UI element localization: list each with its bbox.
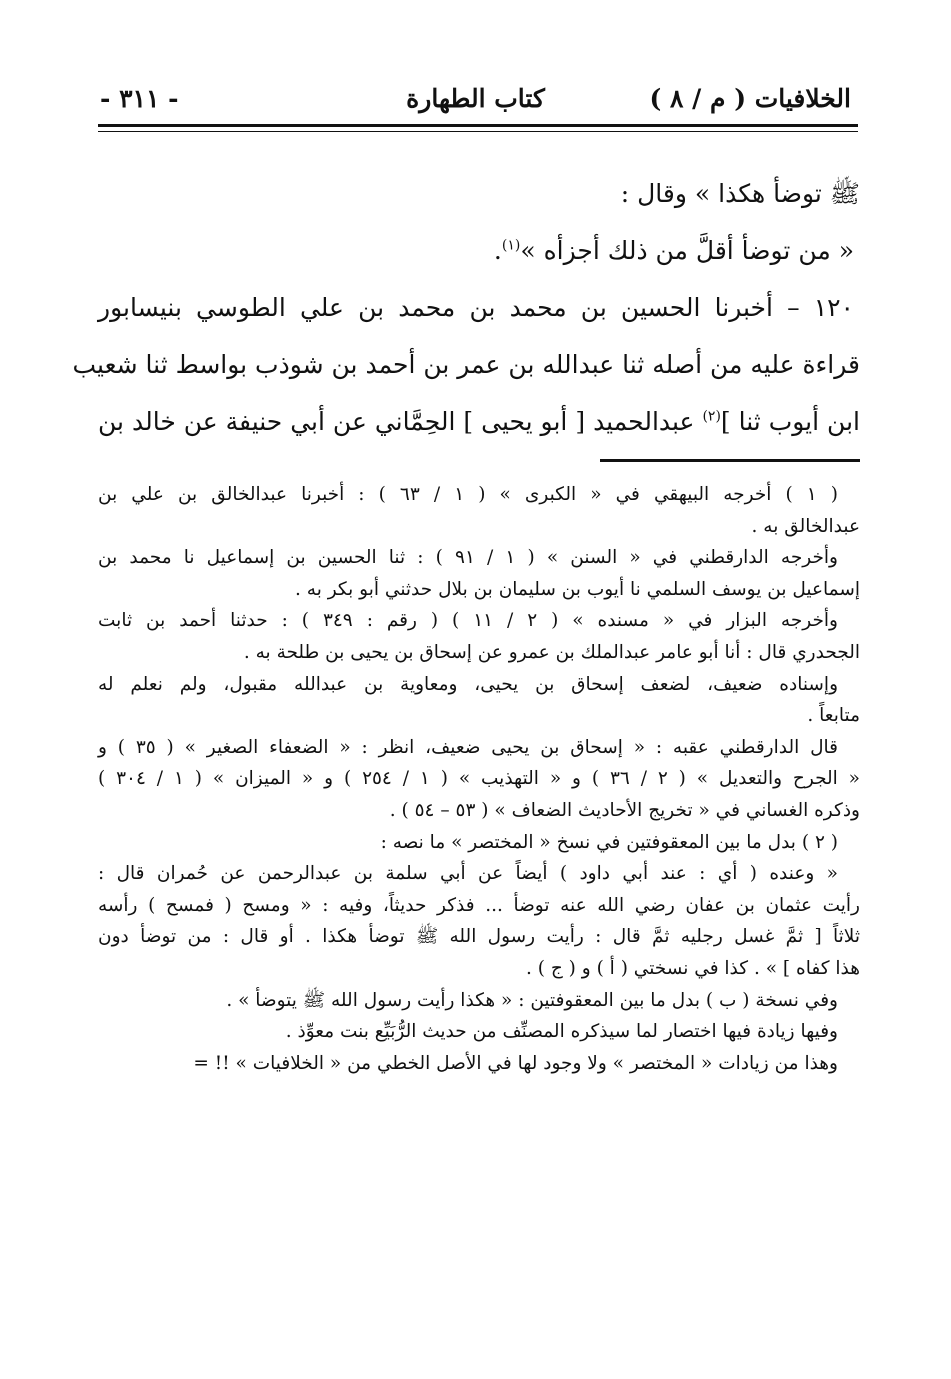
footnote-line: ( ٢ ) بدل ما بين المعقوفتين في نسخ « المختصر » ما نصه : xyxy=(380,831,838,853)
footnote-line: إسماعيل بن يوسف السلمي نا أيوب بن سليمان بن بلال حدثني أبو بكر به . xyxy=(295,578,860,600)
main-line-text: « من توضأ أقلَّ من ذلك أجزأه » xyxy=(520,236,854,265)
footnote-line: عبدالخالق به . xyxy=(751,515,860,537)
main-line: قراءة عليه من أصله ثنا عبدالله بن عمر بن أحمد بن شوذب بواسط ثنا شعيب xyxy=(72,350,860,379)
footnote-line: الجحدري قال : أنا أبو عامر عبدالملك بن عمرو عن إسحاق بن يحيى بن طلحة به . xyxy=(243,641,860,663)
footnote-ref: (١) xyxy=(501,237,521,254)
footnote-line: وإسناده ضعيف، لضعف إسحاق بن يحيى، ومعاوية بن عبدالله مقبول، ولم نعلم له xyxy=(98,673,838,695)
footnote-line: متابعاً . xyxy=(807,705,860,727)
footnote-line: رأيت عثمان بن عفان رضي الله عنه توضأ ... فذكر حديثاً، وفيه : « ومسح ( فمسح ) رأسه xyxy=(98,894,860,916)
header-book-title: الخلافيات ( م / ٨ ) xyxy=(649,84,851,113)
header-rule-thick xyxy=(98,124,858,127)
main-text xyxy=(72,165,860,450)
footnote-ref: (٢) xyxy=(702,408,721,425)
header-rule-thin xyxy=(98,131,858,132)
footnote-line: قال الدارقطني عقبه : « إسحاق بن يحيى ضعيف، انظر : « الضعفاء الصغير » ( ٣٥ ) و xyxy=(98,736,838,758)
footnote-line: ( ١ ) أخرجه البيهقي في « الكبرى » ( ١ / ٦٣ ) : أخبرنا عبدالخالق بن علي بن xyxy=(98,484,838,505)
footnote-line: وأخرجه البزار في « مسنده » ( ٢ / ١١ ) ( رقم : ٣٤٩ ) : حدثنا أحمد بن ثابت xyxy=(98,610,838,632)
main-line: ﷺ توضأ هكذا » وقال : xyxy=(620,179,860,208)
main-line: « من توضأ أقلَّ من ذلك أجزأه »$^{(١)}$. xyxy=(493,236,854,265)
main-line-text: عبدالحميد [ أبو يحيى ] الحِمَّاني عن أبي حنيفة عن خالد بن xyxy=(98,407,703,436)
footnote-line: « الجرح والتعديل » ( ٢ / ٣٦ ) و « التهذيب » ( ١ / ٢٥٤ ) و « الميزان » ( ١ / ٣٠٤ ) xyxy=(98,768,860,790)
main-line: ١٢٠ – أخبرنا الحسين بن محمد بن محمد بن علي الطوسي بنيسابور xyxy=(98,293,854,322)
footnote-line: « وعنده ( أي : عند أبي داود ) أيضاً عن أبي سلمة بن عبدالرحمن عن حُمران قال : xyxy=(98,863,838,885)
footnote-line: وفيها زيادة فيها اختصار لما سيذكره المصنِّف من حديث الرُّبَيِّع بنت معوِّذ . xyxy=(285,1021,838,1043)
footnote-separator xyxy=(600,459,860,462)
footnote-line: ثلاثاً [ ثمَّ غسل رجليه ثمَّ قال : رأيت رسول الله ﷺ توضأ هكذا . أو قال : من توضأ دون xyxy=(98,926,860,948)
page-number: - ٣١١ - xyxy=(100,84,179,113)
footnotes xyxy=(98,479,860,1079)
footnote-line: وفي نسخة ( ب ) بدل ما بين المعقوفتين : « هكذا رأيت رسول الله ﷺ يتوضأ » . xyxy=(226,989,838,1011)
footnote-line: هذا كفاه ] » . كذا في نسختي ( أ ) و ( ج ) . xyxy=(525,957,860,979)
footnote-line: وهذا من زيادات « المختصر » ولا وجود لها في الأصل الخطي من « الخلافيات » !! = xyxy=(193,1052,838,1074)
header-chapter-title: كتاب الطهارة xyxy=(406,84,545,113)
main-line xyxy=(98,393,860,450)
page-header xyxy=(100,84,851,120)
main-line-text: ابن أيوب ثنا ] xyxy=(720,407,860,436)
footnote-line: وذكره الغساني في « تخريج الأحاديث الضعاف » ( ٥٣ – ٥٤ ) . xyxy=(389,799,860,821)
footnote-line: وأخرجه الدارقطني في « السنن » ( ١ / ٩١ ) : ثنا الحسين بن إسماعيل نا محمد بن xyxy=(98,547,838,569)
